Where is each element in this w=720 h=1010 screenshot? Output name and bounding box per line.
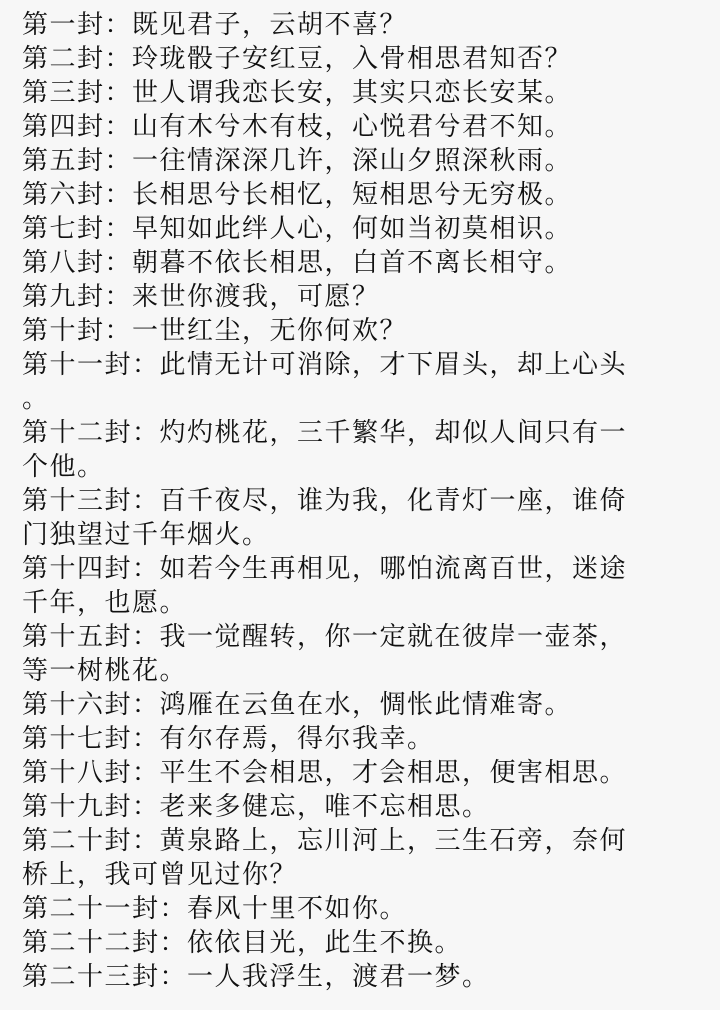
letter-line: 第七封：早知如此绊人心，何如当初莫相识。	[22, 214, 573, 244]
letter-line: 第十七封：有尔存焉，得尔我幸。	[22, 724, 435, 754]
letter-line: 第十二封：灼灼桃花，三千繁华，却似人间只有一 个他。	[22, 418, 628, 482]
letter-line: 第八封：朝暮不依长相思，白首不离长相守。	[22, 248, 573, 278]
letter-line: 第六封：长相思兮长相忆，短相思兮无穷极。	[22, 180, 573, 210]
letter-line: 第三封：世人谓我恋长安，其实只恋长安某。	[22, 78, 573, 108]
letter-line: 第十九封：老来多健忘，唯不忘相思。	[22, 792, 490, 822]
letter-line: 第九封：来世你渡我，可愿？	[22, 282, 380, 312]
letter-line: 第十一封：此情无计可消除，才下眉头，却上心头 。	[22, 350, 628, 414]
letter-line: 第十三封：百千夜尽，谁为我，化青灯一座，谁倚 门独望过千年烟火。	[22, 486, 628, 550]
letter-line: 第二十二封：依依目光，此生不换。	[22, 928, 463, 958]
letter-line: 第五封：一往情深深几许，深山夕照深秋雨。	[22, 146, 573, 176]
letter-line: 第十六封：鸿雁在云鱼在水，惆怅此情难寄。	[22, 690, 573, 720]
letter-line: 第十八封：平生不会相思，才会相思，便害相思。	[22, 758, 628, 788]
letter-line: 第四封：山有木兮木有枝，心悦君兮君不知。	[22, 112, 573, 142]
letter-line: 第二封：玲珑骰子安红豆，入骨相思君知否？	[22, 44, 573, 74]
letter-line: 第十封：一世红尘，无你何欢？	[22, 316, 408, 346]
letter-line: 第一封：既见君子，云胡不喜？	[22, 10, 408, 40]
letter-line: 第二十三封：一人我浮生，渡君一梦。	[22, 962, 490, 992]
letter-line: 第十五封：我一觉醒转，你一定就在彼岸一壶茶， 等一树桃花。	[22, 622, 628, 686]
letter-line: 第二十一封：春风十里不如你。	[22, 894, 408, 924]
letter-line: 第二十封：黄泉路上，忘川河上，三生石旁，奈何 桥上，我可曾见过你？	[22, 826, 628, 890]
letter-line: 第十四封：如若今生再相见，哪怕流离百世，迷途 千年，也愿。	[22, 554, 628, 618]
letter-list	[22, 8, 702, 994]
